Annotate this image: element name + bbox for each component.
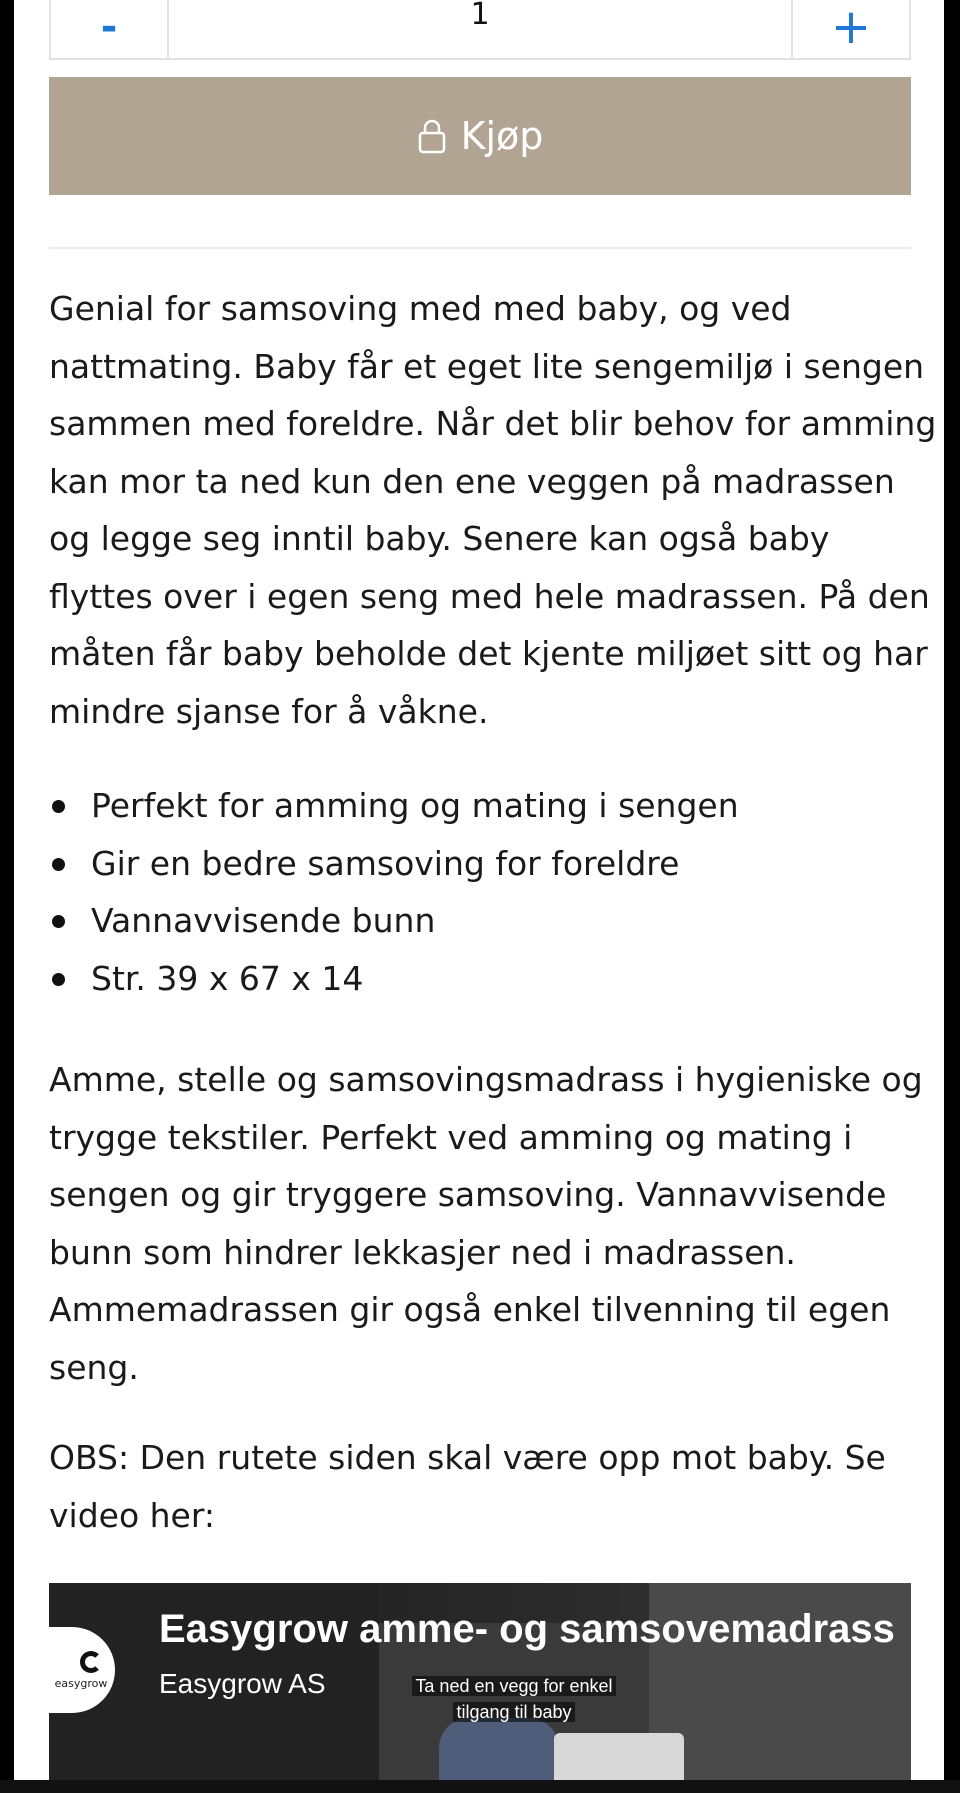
buy-button[interactable] (49, 77, 911, 195)
bullet (52, 858, 65, 871)
video-sheet (554, 1733, 684, 1780)
bullet (52, 800, 65, 813)
decrement-button[interactable]: - (51, 0, 169, 58)
product-page (14, 0, 944, 1780)
buy-button-label: Kjøp (460, 114, 544, 158)
list-item (49, 835, 929, 893)
video-title[interactable]: Easygrow amme- og samsovemadrass (159, 1607, 895, 1651)
video-caption (379, 1673, 649, 1725)
caption-line: tilgang til baby (453, 1702, 574, 1722)
list-item-text: Str. 39 x 67 x 14 (91, 958, 364, 998)
video-blanket (439, 1718, 559, 1780)
paragraph-text: Genial for samsoving med med baby, og ved nattmating. Baby får et eget lite sengemiljø i sengen sammen med foreldre. Når det blir behov for amming kan mor ta ned kun den ene veggen på madrassen og legge seg inntil baby. Senere kan også baby flyttes over i egen seng med hele madrassen. På den måten får baby beholde det kjente miljøet sitt og har mindre sjanse for å våkne. (49, 289, 937, 731)
bottom-edge (0, 1780, 960, 1793)
divider (49, 247, 911, 249)
list-item (49, 892, 929, 950)
list-item (49, 950, 929, 1008)
list-item-text: Gir en bedre samsoving for foreldre (91, 843, 680, 883)
channel-logo-text: easygrow (54, 1676, 108, 1690)
list-item (49, 777, 929, 835)
video-embed[interactable] (49, 1583, 911, 1780)
list-item-text: Vannavvisende bunn (91, 901, 436, 940)
easygrow-logo-icon (80, 1651, 102, 1673)
caption-line: Ta ned en vegg for enkel (412, 1676, 615, 1696)
feature-list (49, 777, 929, 1007)
quantity-value[interactable]: 1 (470, 0, 490, 32)
description-paragraph-2: Amme, stelle og samsovingsmadrass i hygieniske og trygge tekstiler. Perfekt ved amming og mating i sengen og gir tryggere samsoving. Vannavvisende bunn som hindrer lekkasjer ned i madrassen. Ammemadrassen gir også enkel tilvenning til egen seng. (49, 1060, 923, 1387)
bullet (52, 973, 65, 986)
increment-button[interactable]: + (791, 0, 909, 58)
description-paragraph-1 (49, 280, 939, 740)
lock-icon (417, 118, 447, 154)
obs-note: OBS: Den rutete siden skal være opp mot baby. Se video her: (49, 1438, 886, 1535)
quantity-stepper (49, 0, 911, 60)
video-channel-name[interactable]: Easygrow AS (159, 1668, 326, 1699)
bullet (52, 915, 65, 928)
list-item-text: Perfekt for amming og mating i sengen (91, 786, 739, 825)
